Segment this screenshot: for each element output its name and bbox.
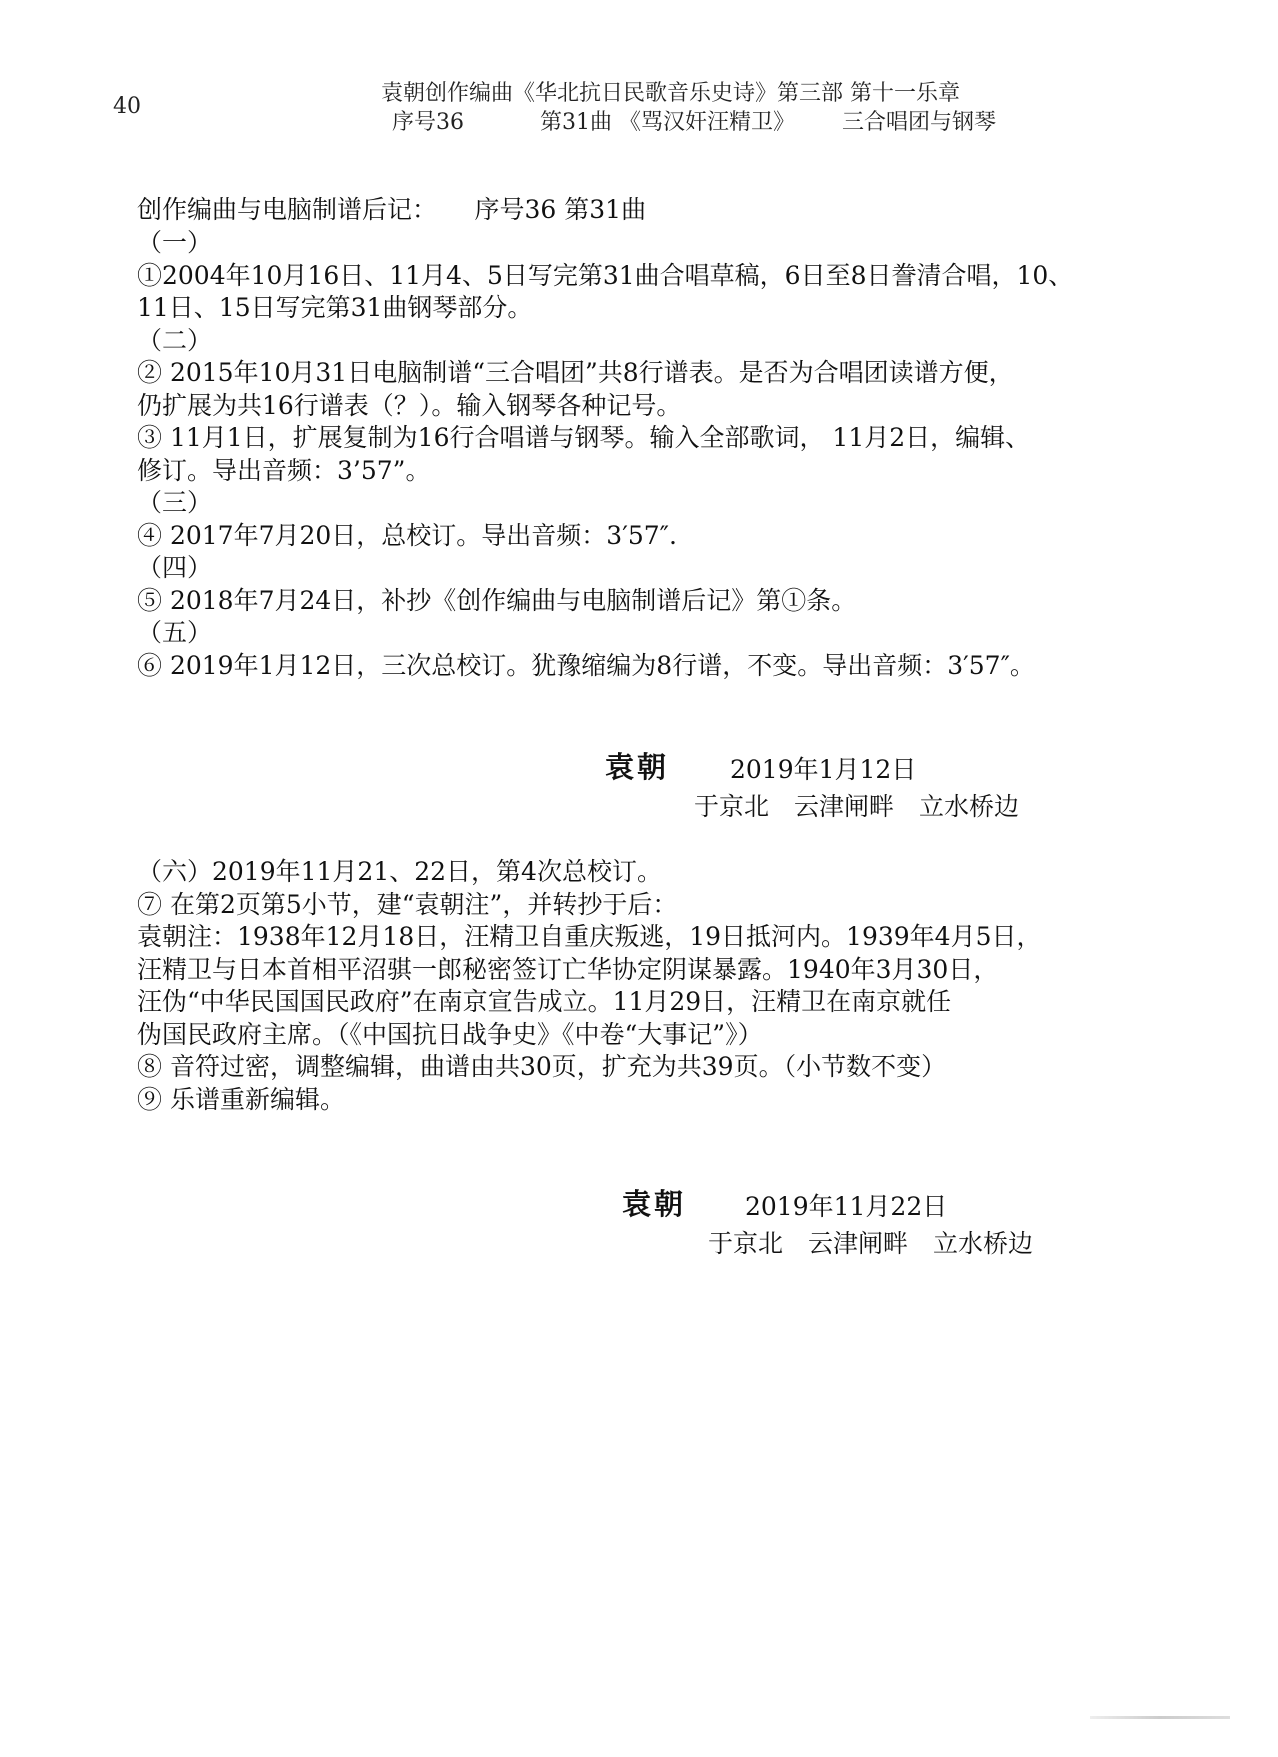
text-line: ⑤ 2018年7月24日，补抄《创作编曲与电脑制谱后记》第①条。 [137,585,857,615]
signature-date: 2019年11月22日 [745,1192,948,1221]
text-line: ③ 11月1日，扩展复制为16行合唱谱与钢琴。输入全部歌词， 11月2日，编辑、 [137,423,1031,452]
watermark-mark [1090,1716,1230,1719]
header-line-1: 袁朝创作编曲《华北抗日民歌音乐史诗》第三部 第十一乐章 [381,81,960,106]
document-title: 创作编曲与电脑制谱后记： 序号36 第31曲 [137,195,647,224]
text-line: ④ 2017年7月20日，总校订。导出音频：3′57″. [137,520,677,550]
text-line: ⑦ 在第2页第5小节，建“袁朝注”，并转抄于后： [137,889,678,919]
text-line: 伪国民政府主席。（《中国抗日战争史》《中卷“大事记”》） [137,1019,763,1049]
text-line: 11日、15日写完第31曲钢琴部分。 [137,293,533,322]
header-ensemble: 三合唱团与钢琴 [842,110,997,135]
text-line: （五） [137,618,213,647]
text-line: （六）2019年11月21、22日，第4次总校订。 [137,857,662,886]
text-line: （二） [137,325,213,355]
text-line: ② 2015年10月31日电脑制谱“三合唱团”共8行谱表。是否为合唱团读谱方便， [137,358,1014,387]
text-line: ⑧ 音符过密，调整编辑，曲谱由共30页，扩充为共39页。（小节数不变） [137,1052,947,1081]
text-line: ⑨ 乐谱重新编辑。 [137,1084,345,1114]
text-line: 汪伪“中华民国国民政府”在南京宣告成立。11月29日，汪精卫在南京就任 [137,987,952,1016]
signature-name: 袁朝 [605,750,670,784]
text-line: 仍扩展为共16行谱表（？）。输入钢琴各种记号。 [137,390,682,420]
header-piece: 第31曲 《骂汉奸汪精卫》 [540,110,795,135]
text-line: （一） [137,228,213,257]
text-line: （四） [137,553,213,582]
text-line: 修订。导出音频：3’57”。 [137,455,431,485]
signature-place: 于京北 云津闸畔 立水桥边 [694,792,1020,821]
header-sequence: 序号36 [392,110,464,135]
page-number: 40 [113,94,141,119]
signature-name: 袁朝 [622,1187,687,1221]
text-line: ⑥ 2019年1月12日，三次总校订。犹豫缩编为8行谱，不变。导出音频：3′57″。 [137,650,1035,680]
signature-date: 2019年1月12日 [730,755,917,784]
text-line: ①2004年10月16日、11月4、5日写完第31曲合唱草稿，6日至8日誊清合唱，10、 [137,260,1074,290]
text-line: （三） [137,488,213,517]
signature-place: 于京北 云津闸畔 立水桥边 [708,1229,1034,1258]
text-line: 汪精卫与日本首相平沼骐一郎秘密签订亡华协定阴谋暴露。1940年3月30日， [137,954,999,984]
text-line: 袁朝注：1938年12月18日，汪精卫自重庆叛逃，19日抵河内。1939年4月5日， [137,922,1042,951]
